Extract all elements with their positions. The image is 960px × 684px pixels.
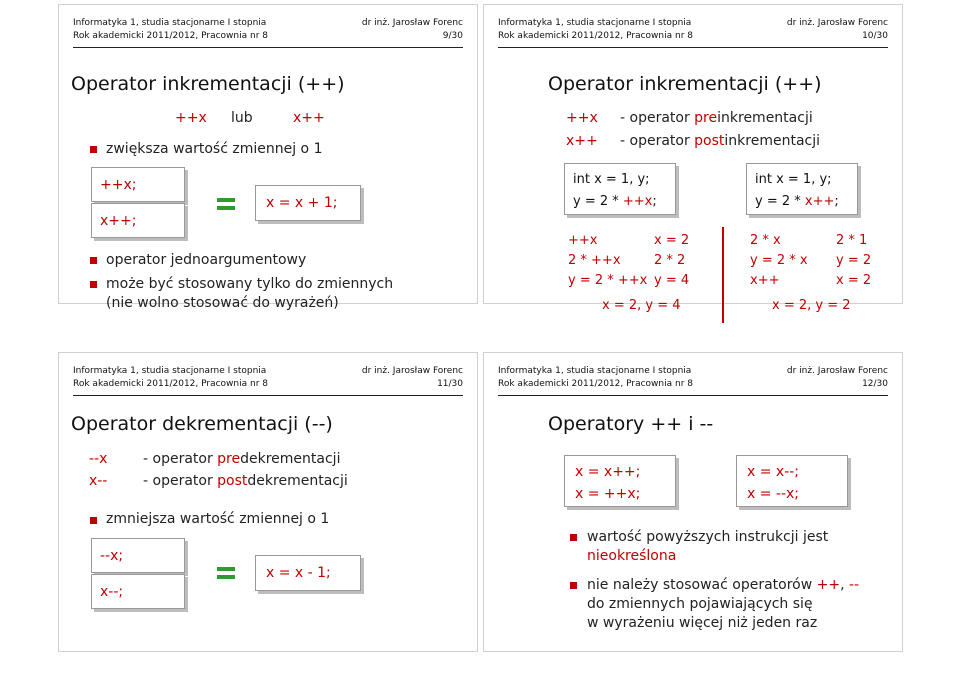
value-left: 2 * 2 [654, 253, 686, 268]
bullet-text: (nie wolno stosować do wyrażeń) [106, 295, 339, 311]
slide-title: Operator dekrementacji (--) [71, 413, 333, 435]
post-op: x++ [293, 110, 325, 126]
course-label: Informatyka 1, studia stacjonarne I stopnia [498, 18, 692, 28]
code-box-decrement: x = x--; x = --x; [736, 455, 848, 507]
year-label: Rok akademicki 2011/2012, Pracownia nr 8 [498, 31, 693, 41]
bullet-text: może być stosowany tylko do zmiennych [106, 276, 394, 292]
year-label: Rok akademicki 2011/2012, Pracownia nr 8 [498, 379, 693, 389]
course-label: Informatyka 1, studia stacjonarne I stopnia [73, 18, 267, 28]
slide-9 [58, 4, 478, 311]
code-box-left: int x = 1, y; y = 2 * ++x; [564, 163, 676, 215]
result-left: x = 2, y = 4 [602, 298, 681, 313]
value-left: y = 4 [654, 273, 690, 288]
page-number: 9/30 [442, 31, 463, 41]
value-right: y = 2 [836, 253, 872, 268]
op-post-desc: - operator postinkrementacji [620, 133, 821, 149]
op-post: x++ [566, 133, 598, 149]
code-box-assign: x = x - 1; [255, 555, 361, 591]
author-label: dr inż. Jarosław Forenc [361, 366, 463, 376]
bullet-icon [90, 257, 97, 264]
slide-12 [483, 352, 903, 652]
step-right: y = 2 * x [750, 253, 808, 268]
header-divider [498, 395, 888, 396]
bullet-icon [570, 582, 577, 589]
value-left: x = 2 [654, 233, 690, 248]
author-label: dr inż. Jarosław Forenc [361, 18, 463, 28]
code-box-assign: x = x + 1; [255, 185, 361, 221]
pre-op: ++x [175, 110, 207, 126]
bullet-text: zwiększa wartość zmiennej o 1 [106, 141, 323, 157]
bullet-text: w wyrażeniu więcej niż jeden raz [587, 615, 818, 631]
op-pre: ++x [566, 110, 598, 126]
step-left: ++x [568, 233, 598, 248]
op-pre-desc: - operator predekrementacji [143, 451, 341, 467]
bullet-icon [90, 281, 97, 288]
bullet-text: operator jednoargumentowy [106, 252, 307, 268]
or-label: lub [231, 110, 253, 126]
slide-title: Operator inkrementacji (++) [71, 73, 345, 95]
step-right: 2 * x [750, 233, 781, 248]
page-number: 11/30 [437, 379, 463, 389]
year-label: Rok akademicki 2011/2012, Pracownia nr 8 [73, 379, 268, 389]
slide-10 [483, 4, 903, 313]
step-right: x++ [750, 273, 780, 288]
bullet-text: wartość powyższych instrukcji jest [587, 529, 829, 545]
page-number: 12/30 [862, 379, 888, 389]
code-box-pre: --x; [91, 538, 185, 573]
bullet-text: do zmiennych pojawiających się [587, 596, 813, 612]
code-box-post: x++; [91, 203, 185, 238]
equivalent-icon [217, 198, 235, 210]
slide-title: Operatory ++ i -- [548, 413, 714, 435]
op-post: x-- [89, 473, 108, 489]
code-box-right: int x = 1, y; y = 2 * x++; [746, 163, 858, 215]
bullet-icon [90, 146, 97, 153]
header-divider [73, 47, 463, 48]
code-box-increment: x = x++; x = ++x; [564, 455, 676, 507]
author-label: dr inż. Jarosław Forenc [786, 18, 888, 28]
op-post-desc: - operator postdekrementacji [143, 473, 348, 489]
bullet-text: nie należy stosować operatorów ++, -- [587, 577, 860, 593]
op-pre: --x [89, 451, 108, 467]
code-box-pre: ++x; [91, 167, 185, 202]
course-label: Informatyka 1, studia stacjonarne I stopnia [498, 366, 692, 376]
value-right: 2 * 1 [836, 233, 868, 248]
bullet-icon [90, 517, 97, 524]
course-label: Informatyka 1, studia stacjonarne I stopnia [73, 366, 267, 376]
page-number: 10/30 [862, 31, 888, 41]
year-label: Rok akademicki 2011/2012, Pracownia nr 8 [73, 31, 268, 41]
bullet-icon [570, 534, 577, 541]
bullet-text: zmniejsza wartość zmiennej o 1 [106, 511, 330, 527]
divider-line [722, 227, 724, 323]
equivalent-icon [217, 567, 235, 579]
header-divider [498, 47, 888, 48]
step-left: 2 * ++x [568, 253, 621, 268]
op-pre-desc: - operator preinkrementacji [620, 110, 813, 126]
header-divider [73, 395, 463, 396]
author-label: dr inż. Jarosław Forenc [786, 366, 888, 376]
value-right: x = 2 [836, 273, 872, 288]
bullet-text-highlight: nieokreślona [587, 548, 677, 564]
step-left: y = 2 * ++x [568, 273, 648, 288]
slide-11 [58, 352, 478, 652]
code-box-post: x--; [91, 574, 185, 609]
slide-title: Operator inkrementacji (++) [548, 73, 822, 95]
result-right: x = 2, y = 2 [772, 298, 851, 313]
